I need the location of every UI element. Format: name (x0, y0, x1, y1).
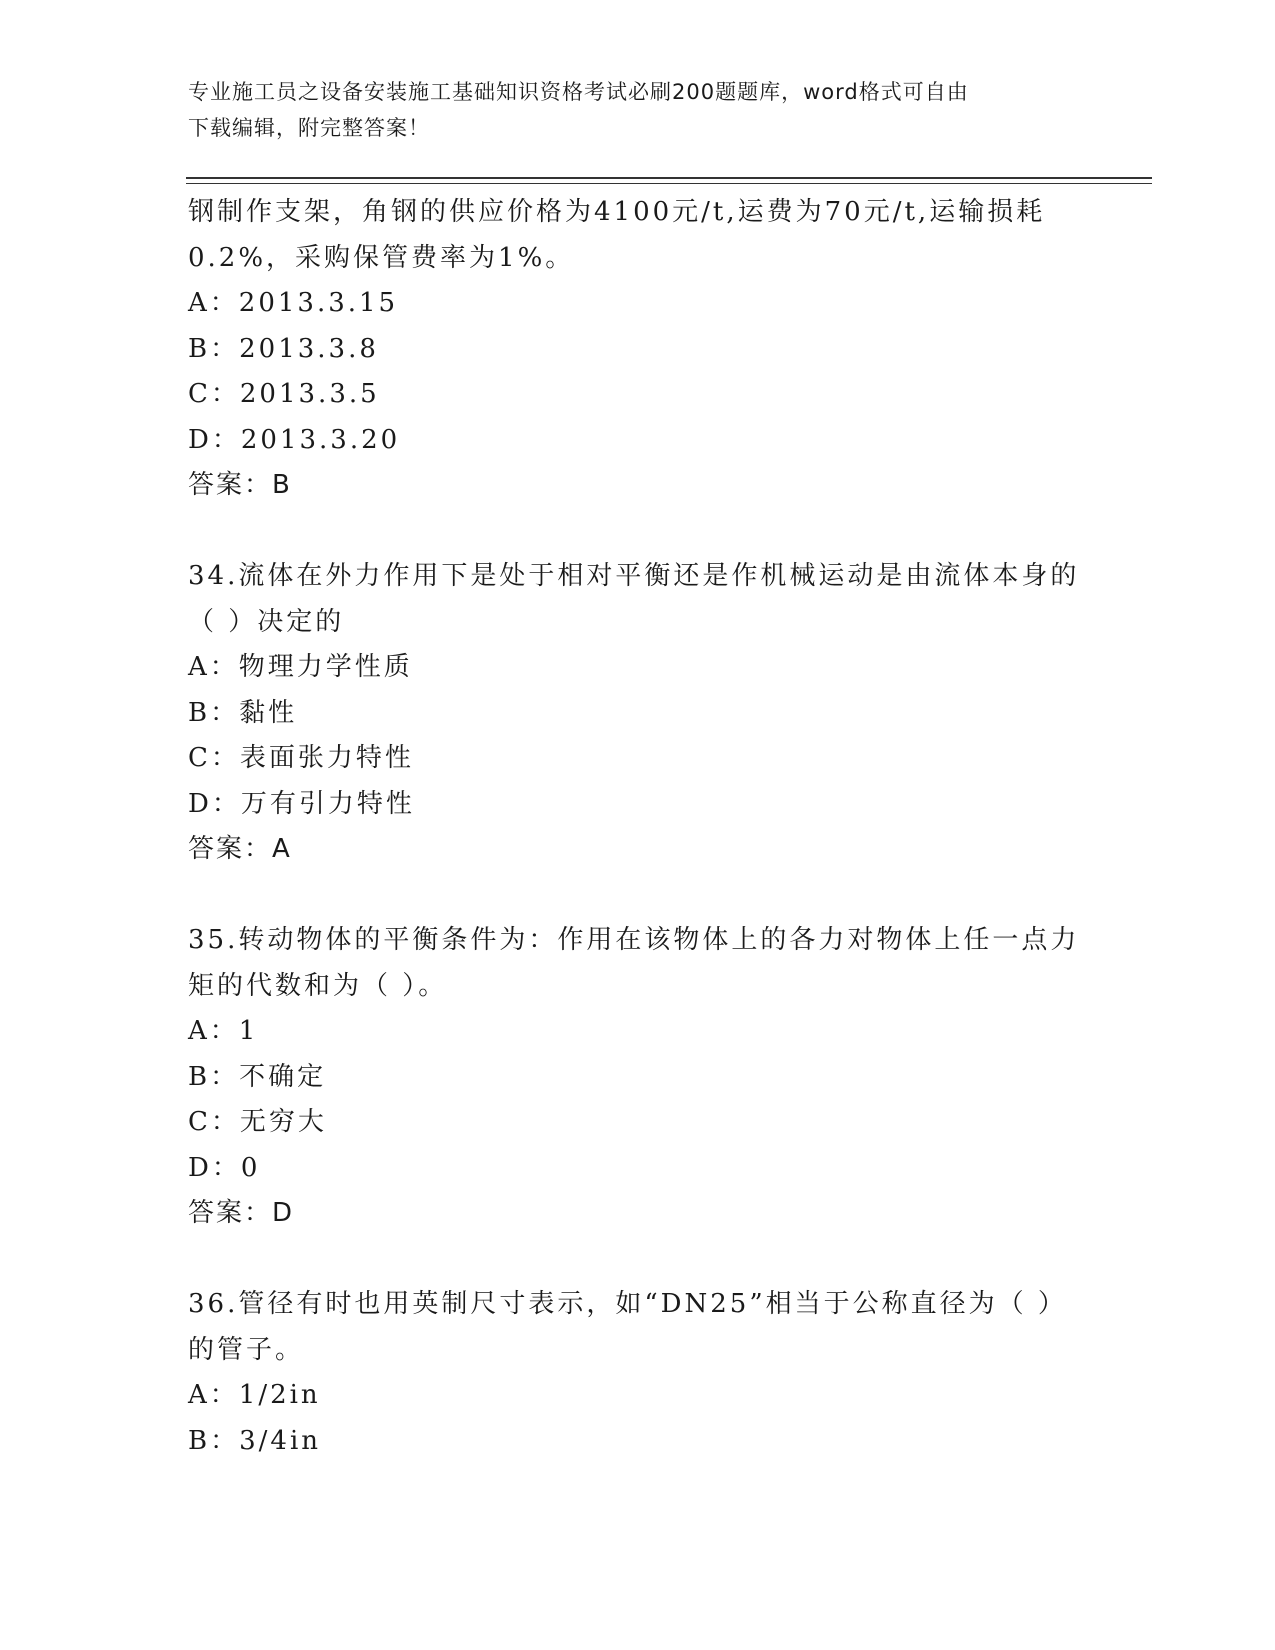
answer-line: 答案：D (188, 1198, 295, 1228)
answer-line: 答案：B (188, 470, 292, 500)
question-list (188, 190, 1108, 1464)
question-34 (188, 554, 1108, 873)
header-line-2: 下载编辑，附完整答案！ (188, 116, 430, 140)
header-divider-bottom (186, 183, 1152, 184)
question-stem-line: 钢制作支架，角钢的供应价格为4100元/t,运费为70元/t,运输损耗 (188, 197, 1046, 227)
question-stem-line: 矩的代数和为（ ）。 (188, 970, 448, 1001)
option-d: D：2013.3.20 (188, 424, 401, 455)
option-a: A：2013.3.15 (188, 288, 399, 318)
spacer (188, 509, 1108, 555)
option-b: B：3/4in (188, 1425, 322, 1456)
question-33 (188, 190, 1108, 509)
question-stem-line: 的管子。 (188, 1334, 305, 1365)
option-d: D：0 (188, 1152, 261, 1183)
question-stem-line: 34.流体在外力作用下是处于相对平衡还是作机械运动是由流体本身的 (188, 561, 1080, 591)
header-line-1: 专业施工员之设备安装施工基础知识资格考试必刷200题题库，word格式可自由 (188, 80, 969, 104)
question-stem-line: 35.转动物体的平衡条件为：作用在该物体上的各力对物体上任一点力 (188, 925, 1080, 955)
option-c: C：2013.3.5 (188, 379, 380, 409)
option-b: B：不确定 (188, 1061, 327, 1092)
option-c: C：无穷大 (188, 1107, 327, 1137)
question-36 (188, 1282, 1108, 1464)
option-c: C：表面张力特性 (188, 743, 414, 773)
option-a: A：物理力学性质 (188, 652, 413, 682)
document-header (188, 74, 1068, 146)
question-stem-line: （ ）决定的 (188, 606, 345, 637)
option-b: B：黏性 (188, 697, 298, 728)
spacer (188, 1237, 1108, 1283)
spacer (188, 873, 1108, 919)
question-35 (188, 918, 1108, 1237)
option-d: D：万有引力特性 (188, 788, 415, 819)
question-stem-line: 36.管径有时也用英制尺寸表示，如“DN25”相当于公称直径为（ ） (188, 1289, 1067, 1319)
header-divider-top (186, 177, 1152, 179)
question-stem-line: 0.2%，采购保管费率为1%。 (188, 242, 575, 273)
answer-line: 答案：A (188, 834, 292, 864)
option-a: A：1 (188, 1016, 259, 1046)
option-b: B：2013.3.8 (188, 333, 379, 364)
option-a: A：1/2in (188, 1380, 321, 1410)
